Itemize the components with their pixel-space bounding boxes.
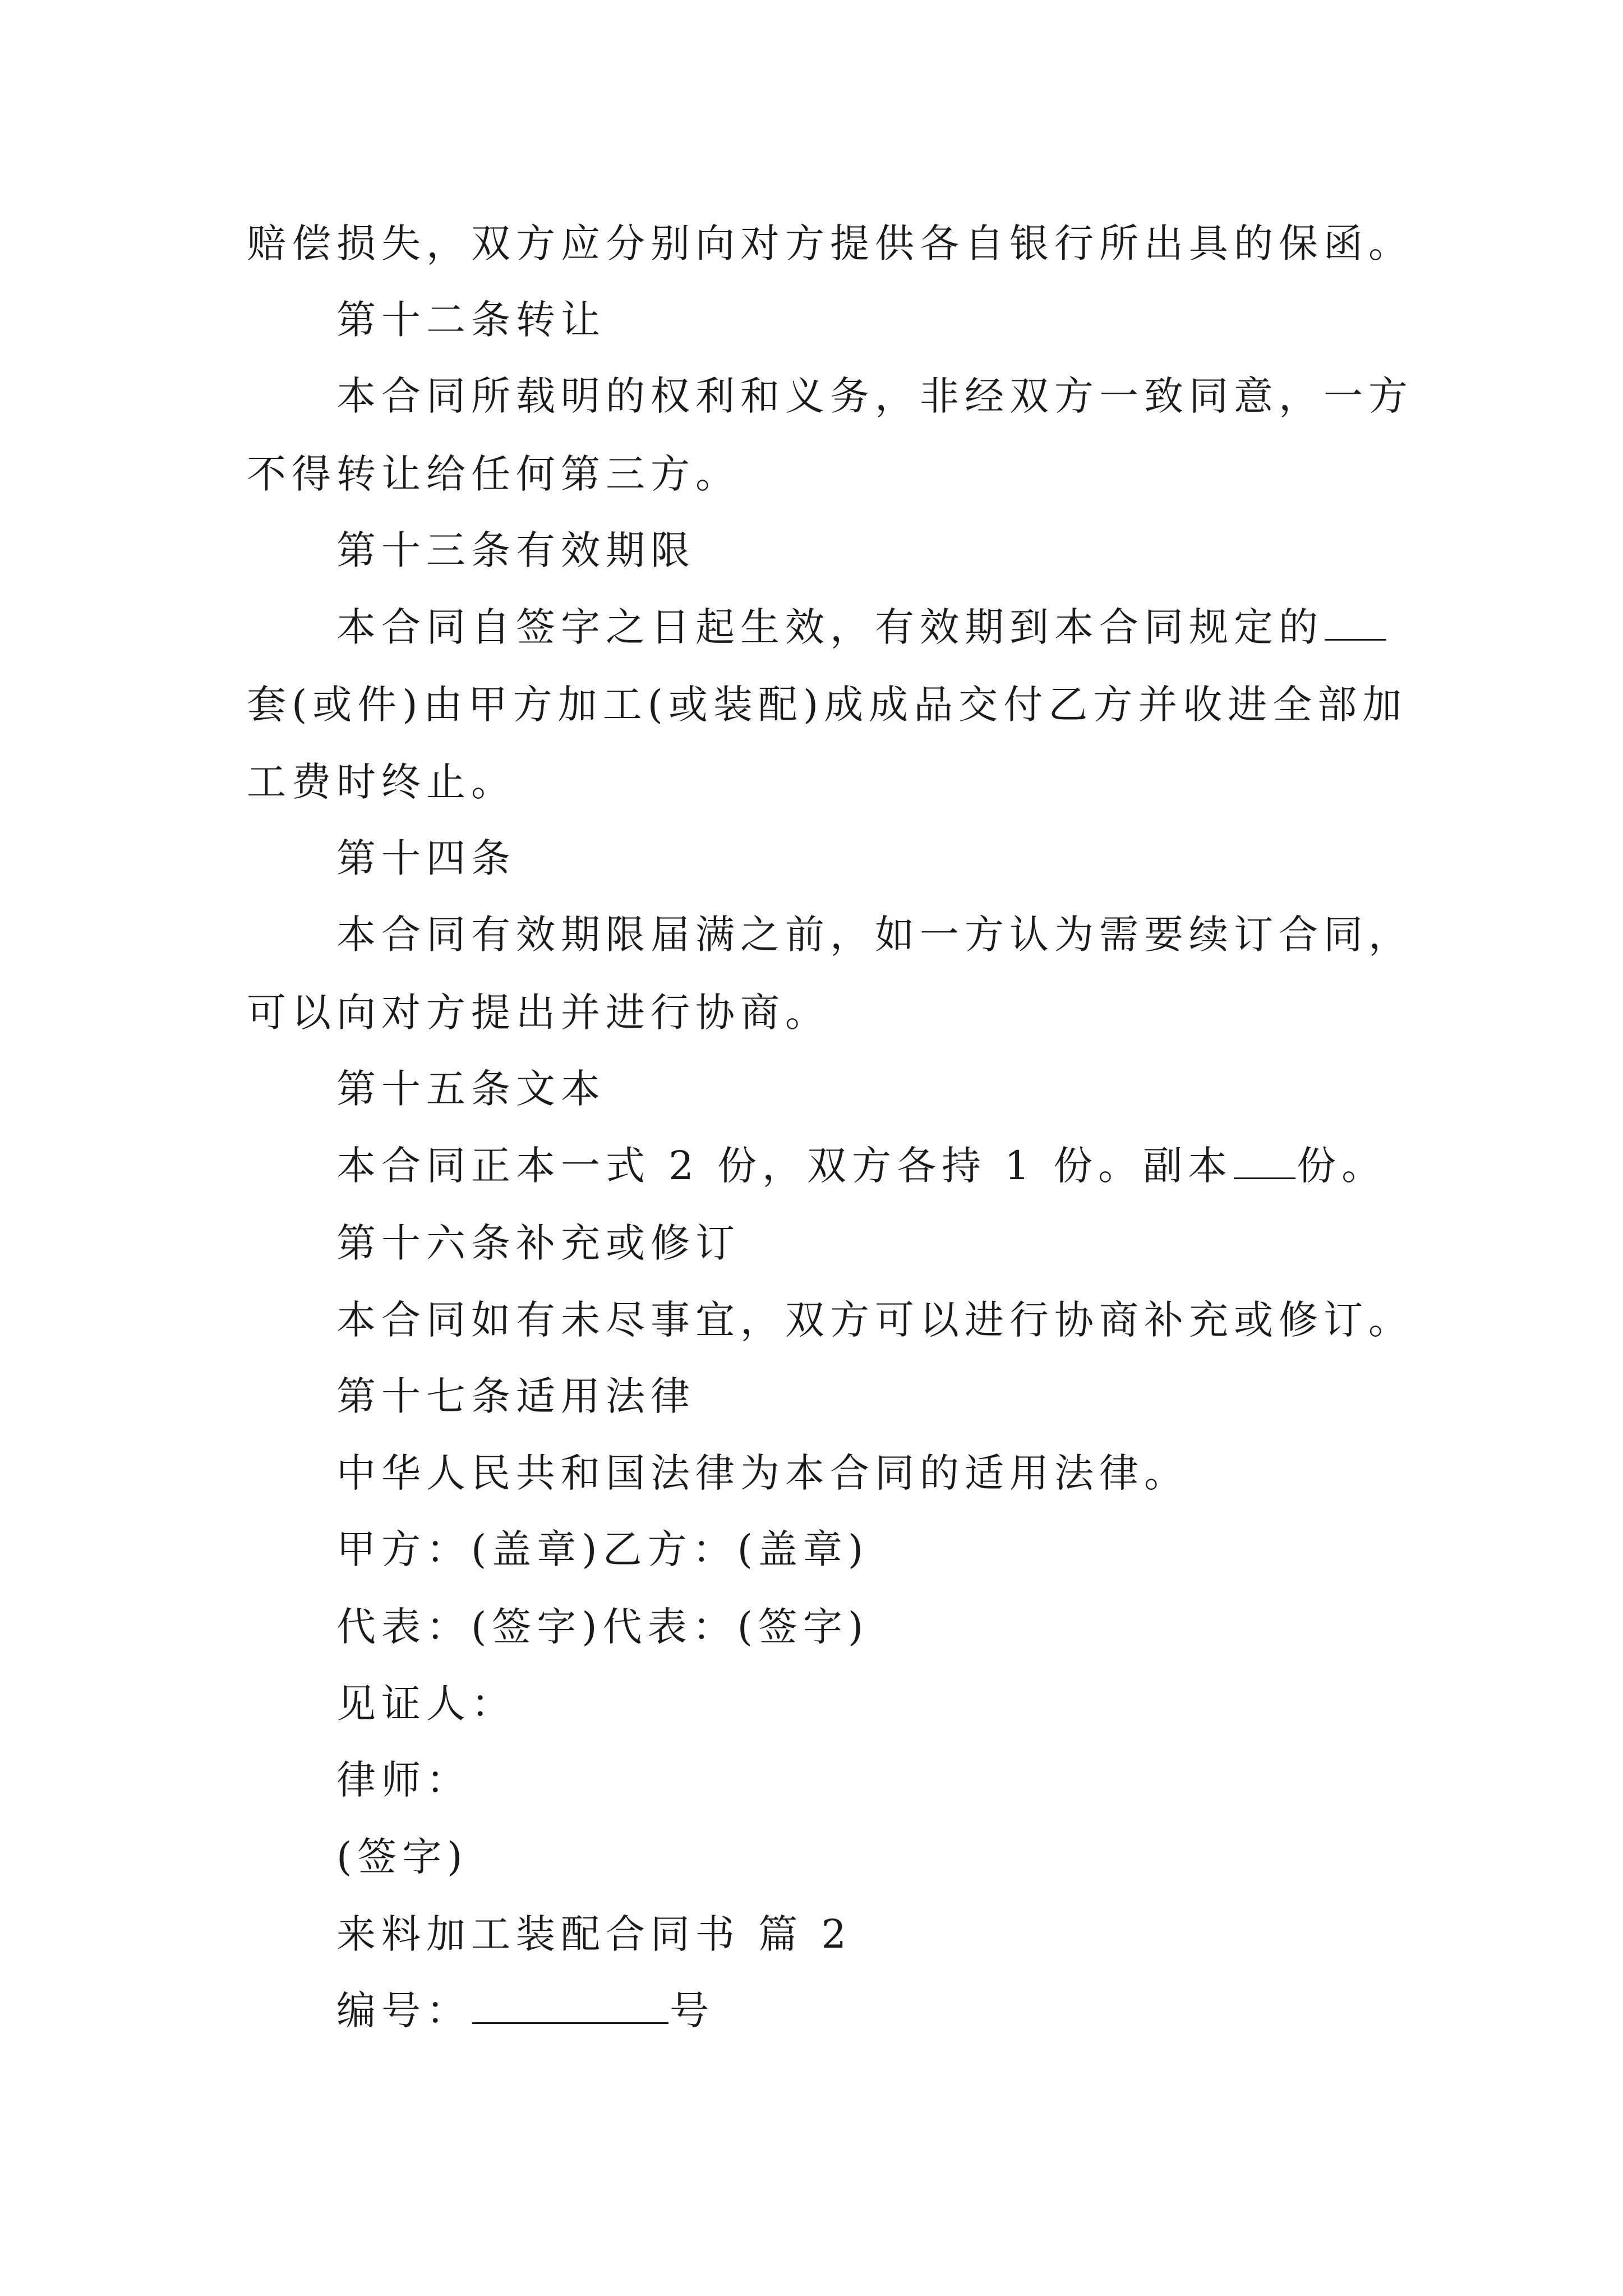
- article-heading: 第十五条文本: [336, 1066, 606, 1112]
- text-line: [336, 600, 1387, 654]
- section-title: 来料加工装配合同书 篇 2: [336, 1911, 852, 1957]
- contract-number-line: [336, 1984, 714, 2037]
- signature-line-party: 甲方：(盖章)乙方：(盖章): [336, 1526, 869, 1572]
- article-heading: 第十七条适用法律: [336, 1373, 695, 1419]
- fill-in-blank: [472, 1989, 668, 2024]
- text-line: 赔偿损失，双方应分别向对方提供各自银行所出具的保函。: [247, 220, 1413, 266]
- article-heading: 第十六条补充或修订: [336, 1220, 740, 1266]
- signature-note: (签字): [336, 1834, 468, 1880]
- article-heading: 第十三条有效期限: [336, 527, 695, 573]
- text-line: 不得转让给任何第三方。: [247, 451, 740, 497]
- lawyer-label: 律师：: [336, 1757, 471, 1803]
- text-line: 中华人民共和国法律为本合同的适用法律。: [336, 1450, 1189, 1496]
- text-line: 工费时终止。: [247, 759, 516, 805]
- text-line: 可以向对方提出并进行协商。: [247, 990, 830, 1036]
- text-line: 本合同所载明的权利和义务，非经双方一致同意，一方: [336, 373, 1413, 419]
- text-segment: 编号：: [336, 1987, 471, 2033]
- fill-in-blank: [1325, 605, 1386, 641]
- text-line: [336, 1139, 1386, 1193]
- text-segment: 本合同自签字之日起生效，有效期到本合同规定的: [336, 604, 1324, 650]
- witness-label: 见证人：: [336, 1681, 516, 1727]
- text-segment: 份。: [1297, 1143, 1387, 1189]
- text-segment: 本合同正本一式 2 份，双方各持 1 份。副本: [336, 1143, 1233, 1189]
- text-line: 本合同有效期限届满之前，如一方认为需要续订合同，: [336, 912, 1413, 958]
- article-heading: 第十二条转让: [336, 297, 606, 343]
- text-line: 本合同如有未尽事宜，双方可以进行协商补充或修订。: [336, 1297, 1413, 1343]
- article-heading: 第十四条: [336, 835, 516, 881]
- fill-in-blank: [1234, 1144, 1295, 1179]
- text-segment: 号: [670, 1987, 714, 2033]
- signature-line-representative: 代表：(签字)代表：(签字): [336, 1604, 869, 1650]
- text-line: 套(或件)由甲方加工(或装配)成成品交付乙方并收进全部加: [247, 682, 1408, 728]
